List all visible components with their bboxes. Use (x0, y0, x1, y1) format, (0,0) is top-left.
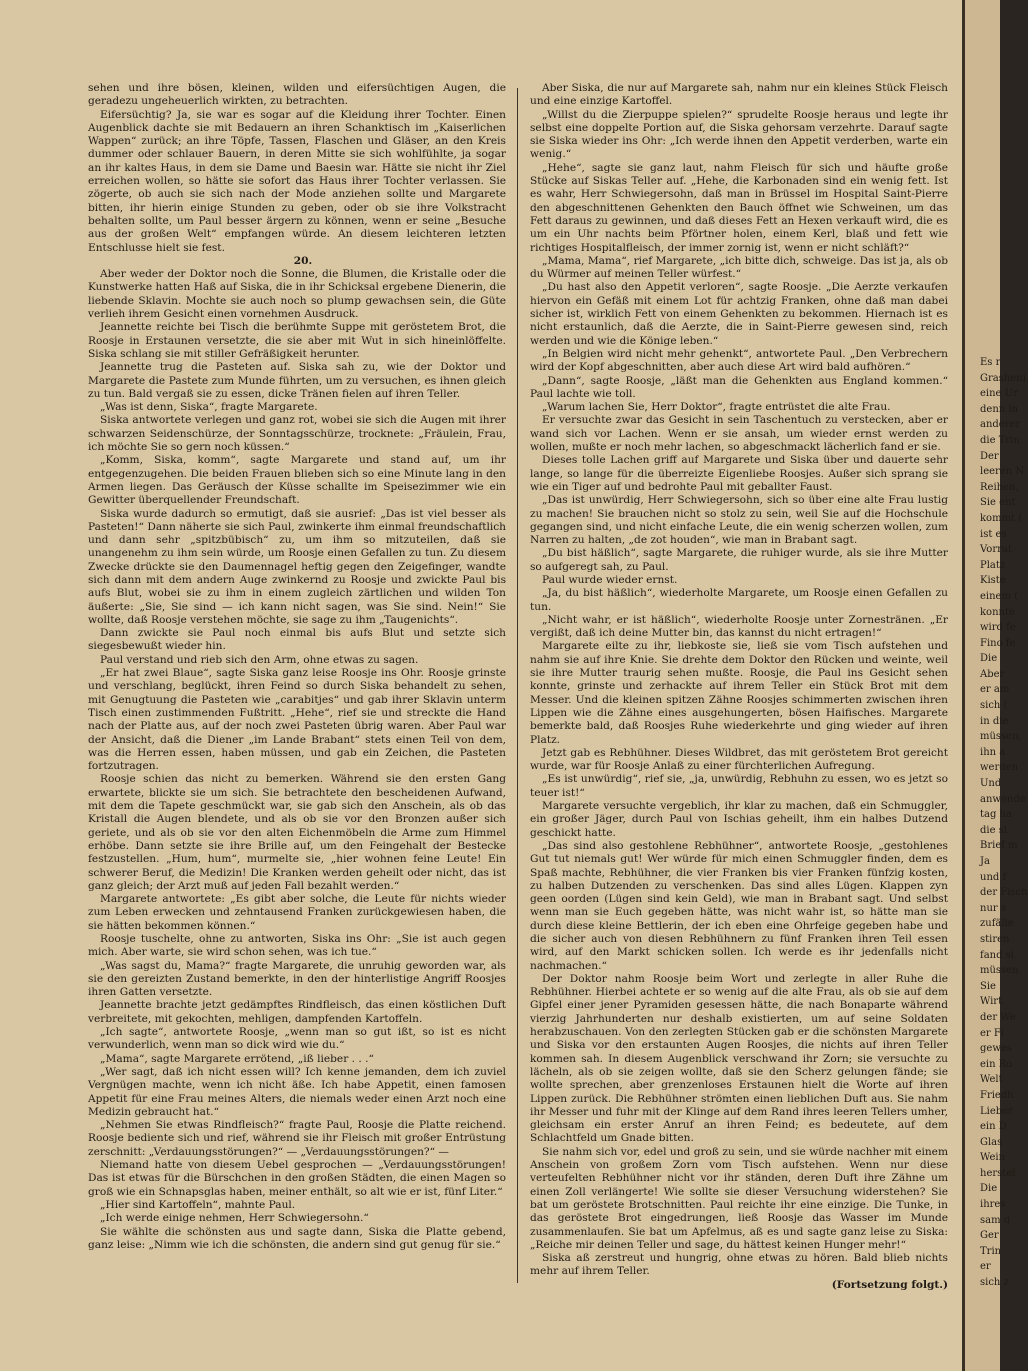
fragment-line: Kiste (980, 575, 1006, 587)
paragraph: „Hehe“, sagte sie ganz laut, nahm Fleisch für sich und häufte große Stücke auf Siskas Teller auf. „Hehe, die Karbonaden sind ein wenig fett. Ist es wahr, Herr Schwiegersohn, daß man in Brüssel im Hospital Saint-Pierre den abgeschnittenen Gehenkten den Bauch öffnet wie Schweinen, um das Fett daraus zu gewinnen, und daß dieses Fett an Hexen verkauft wird, die es um ein Uhr nachts beim Pförtner holen, einem Kerl, blaß und fett wie richtiges Hospitalfleisch, der immer zornig ist, wenn er nicht schläft?“ (530, 161, 948, 254)
fragment-line: Vorrat (980, 544, 1012, 556)
fragment-line: anderer (980, 419, 1021, 431)
left-column (88, 82, 506, 1252)
fragment-line: stiren (980, 933, 1010, 945)
fragment-line: Wein (980, 1152, 1006, 1164)
fragment-line: denn in (980, 403, 1019, 415)
fragment-line: werden (980, 762, 1019, 774)
right-column-text (530, 82, 948, 1279)
fragment-line: herstel (980, 1167, 1016, 1179)
paragraph: Niemand hatte von diesem Uebel gesprochen — „Verdauungsstörungen! Das ist etwas für die Bürschchen in den großen Städten, die einen Magen so groß wie ein Schnapsglas haben, meiner enthält, so alt wie er ist, fünf Liter.“ (88, 1159, 506, 1198)
fragment-line: er am (980, 684, 1010, 696)
fragment-line: Aber (980, 668, 1005, 680)
paragraph: „In Belgien wird nicht mehr gehenkt“, antwortete Paul. „Den Verbrechern wird der Kopf abgeschnitten, aber auch diese Art wird bald aufhören.“ (530, 347, 948, 374)
fragment-line: Wirt (980, 996, 1003, 1008)
right-column (530, 82, 948, 1292)
fragment-line: Welt (980, 1074, 1003, 1086)
paragraph: Sie nahm sich vor, edel und groß zu sein, und sie würde nachher mit einem Anschein von großem Zorn vom Tisch aufstehen. Wenn nur diese verteufelten Rebhühner nicht vor ihr ständen, deren Duft ihre Zähne um einen Zoll verlängerte! Wie sollte sie dieser Versuchung widerstehen? Sie bat um geröstete Brotschnitten. Paul reichte ihr eine einzige. Die Tunke, in das geröstete Brot eingedrungen, ließ Roosje das Wasser im Munde zusammenlaufen. Sie bat um Apfelmus, aß es und sagte ganz leise zu Siska: „Reiche mir deinen Teller und sage, du hättest keinen Hunger mehr!“ (530, 1145, 948, 1251)
paragraph: Siska wurde dadurch so ermutigt, daß sie ausrief: „Das ist viel besser als Pasteten!“ Dann näherte sie sich Paul, zwinkerte ihm einmal freundschaftlich und dann sehr „spitzbübisch“ zu, um ihm so mitzuteilen, daß sie unangenehm zu ihm sein würde, um Roosje einen Gefallen zu tun. Zu diesem Zwecke drückte sie den Daumennagel heftig gegen den Zeigefinger, wandte sich dann mit dem andern Auge zwinkernd zu Roosje und zwickte Paul bis aufs Blut, wobei sie zu ihm in einem zugleich zärtlichen und wilden Ton äußerte: „Sie, Sie sind — ich kann nicht sagen, was Sie sind. Nein!“ Sie wollte, daß Roosje verstehen möchte, sie sage zu ihm „Taugenichts“. (88, 507, 506, 626)
fragment-line: leeren N (980, 466, 1025, 478)
paragraph: Sie wählte die schönsten aus und sagte dann, Siska die Platte gebend, ganz leise: „Nimm wie ich die schönsten, die andern sind gut genug für sie.“ (88, 1225, 506, 1251)
paragraph: „Willst du die Zierpuppe spielen?“ sprudelte Roosje heraus und legte ihr selbst eine doppelte Portion auf, die Siska gehorsam verzehrte. Darauf sagte sie Siska wieder ins Ohr: „Ich werde ihnen den Appetit verderben, warte ein wenig.“ (530, 108, 948, 161)
adjacent-page-fragment (980, 355, 1028, 1291)
fragment-line: in die (980, 715, 1009, 727)
fragment-line: Friedh (980, 1089, 1014, 1101)
fragment-line: Glas (980, 1136, 1003, 1148)
paragraph: „Dann“, sagte Roosje, „läßt man die Gehenkten aus England kommen.“ Paul lachte wie toll. (530, 374, 948, 400)
fragment-line: Brief m (980, 840, 1018, 852)
fragment-line: Reihen, (980, 481, 1019, 493)
fragment-line: Die (980, 1183, 998, 1195)
fragment-line: einem ( (980, 590, 1019, 602)
fragment-line: Platz (980, 559, 1006, 571)
paragraph: Jeannette brachte jetzt gedämpftes Rindfleisch, das einen köstlichen Duft verbreitete, mit gekochten, mehligen, dampfenden Kartoffeln. (88, 999, 506, 1025)
paragraph: Margarete eilte zu ihr, liebkoste sie, ließ sie vom Tisch aufstehen und nahm sie auf ihre Knie. Sie drehte dem Doktor den Rücken und weinte, weil sie ihre Mutter traurig sehen mußte. Roosje, die Paul ins Gesicht sehen konnte, grinste und zerhackte auf ihrem Teller ein Stück Brot mit dem Messer. Und die kleinen spitzen Zähne Roosjes schimmerten zwischen ihren Lippen wie die Zähne eines ausgehungerten, bösen Haifisches. Margarete bemerkte bald, daß Roosjes Ruhe wiederkehrte und ging wieder auf ihren Platz. (530, 640, 948, 746)
paragraph: „Nicht wahr, er ist häßlich“, wiederholte Roosje unter Zornestränen. „Er vergißt, daß ich deine Mutter bin, das kannst du nicht ertragen!“ (530, 613, 948, 640)
paragraph: „Es ist unwürdig“, rief sie, „ja, unwürdig, Rebhuhn zu essen, wo es jetzt so teuer ist!“ (530, 773, 948, 799)
fragment-line: Grasheni (980, 372, 1026, 384)
paragraph: „Du bist häßlich“, sagte Margarete, die ruhiger wurde, als sie ihre Mutter so aufgeregt sah, zu Paul. (530, 547, 948, 573)
fragment-line: eine Ur (980, 388, 1018, 400)
fragment-line: gewes (980, 1043, 1012, 1055)
fragment-line: ihres (980, 1199, 1006, 1211)
paragraph: Jetzt gab es Rebhühner. Dieses Wildbret, das mit geröstetem Brot gereicht wurde, war für Roosje Anlaß zu einer fürchterlichen Aufregung. (530, 746, 948, 773)
fragment-line: anwende (980, 793, 1026, 805)
fragment-line: und f (980, 871, 1007, 883)
fragment-line: der We (980, 1011, 1016, 1023)
fragment-line: müssen (980, 965, 1019, 977)
paragraph: „Das sind also gestohlene Rebhühner“, antwortete Roosje, „gestohlenes Gut tut niemals gut! Wer würde für mich einen Schmuggler finden, dem es Spaß machte, Rebhühner, die vier Franken bis vier Franken fünfzig kosten, zu halben Dutzenden zu verschenken. Das sind alles Lügen. Klappen zyn geen oorden (Lügen sind kein Geld), wie man in Brabant sagt. Und selbst wenn man sie Euch gegeben hätte, was nicht wahr ist, so hätte man sie durch diese kleine Bettlerin, der ich eben eine Ohrfeige gegeben habe und die sicher auch von diesen Rebhühnern zu fünf Franken ihren Teil essen wird, auf den Markt schicken sollen. Ich werde es ihr jedenfalls nicht nachmachen.“ (530, 839, 948, 972)
paragraph: „Nehmen Sie etwas Rindfleisch?“ fragte Paul, Roosje die Platte reichend. Roosje bediente sich und rief, während sie ihr Fleisch mit großer Entrüstung zerschnitt: „Verdauungsstörungen?“ — „Verdauungsstörungen?“ — (88, 1119, 506, 1158)
paragraph: Der Doktor nahm Roosje beim Wort und zerlegte in aller Ruhe die Rebhühner. Hierbei achtete er so wenig auf die alte Frau, als ob sie auf dem Gipfel einer jener Pyramiden gesessen hätte, die nach Bonaparte während vierzig Jahrhunderten nur deshalb existierten, um auf seine Soldaten herabzuschauen. Von den zerlegten Stücken gab er die schönsten Margarete und Siska vor den erstaunten Augen Roosjes, die nichts auf ihren Teller kommen sah. In diesem Augenblick verschwand ihr Zorn; sie versuchte zu lächeln, als ob sie zeigen wollte, daß sie den Scherz gelungen fände; sie wollte sprechen, aber grenzenloses Erstaunen hielt die Worte auf ihren Lippen zurück. Die Rebhühner strömten einen lieblichen Duft aus. Sie nahm ihr Messer und fuhr mit der Klinge auf dem Rand ihres leeren Tellers umher, gleichsam ein erster Anruf an ihren Feind; es bedeutete, auf dem Schlachtfeld um Gnade bitten. (530, 972, 948, 1145)
fragment-line: ein D (980, 1121, 1007, 1133)
paragraph: Siska antwortete verlegen und ganz rot, wobei sie sich die Augen mit ihrer schwarzen Seidenschürze, der Sonntagsschürze, trocknete: „Fräulein, Frau, ich möchte Sie so gern noch küssen.“ (88, 414, 506, 454)
fragment-line: ihn a (980, 746, 1006, 758)
paragraph: „Ich werde einige nehmen, Herr Schwiegersohn.“ (100, 1212, 369, 1225)
fragment-line: fand si (980, 949, 1015, 961)
fragment-line: die si (980, 824, 1008, 836)
paragraph: sehen und ihre bösen, kleinen, wilden und eifersüchtigen Augen, die geradezu ungeheuerlich wirkten, zu betrachten. (88, 82, 506, 108)
fragment-line: Ger (980, 1230, 999, 1242)
section-number: 20. (293, 254, 313, 267)
paragraph: „Du hast also den Appetit verloren“, sagte Roosje. „Die Aerzte verkaufen hiervon ein Gefäß mit einem Lot für achtzig Franken, ohne daß man dabei sicher ist, wirklich Fett von einem Gehenkten zu bekommen. Hiernach ist es nicht erstaunlich, daß die Aerzte, die in Saint-Pierre gewesen sind, reich werden und wie die Könige leben.“ (530, 281, 948, 347)
fragment-line: er (980, 1261, 991, 1273)
paragraph: Er versuchte zwar das Gesicht in sein Taschentuch zu verstecken, aber er wand sich vor Lachen. Wenn er sie ansah, um wieder ernst werden zu wollen, mußte er noch mehr lachen, so abgeschmackt lächerlich fand er sie. (530, 414, 948, 454)
fragment-line: Die (980, 653, 998, 665)
paragraph: „Ja, du bist häßlich“, wiederholte Margarete, um Roosje einen Gefallen zu tun. (530, 587, 948, 613)
paragraph: „Komm, Siska, komm“, sagte Margarete und stand auf, um ihr entgegenzugehen. Die beiden Frauen blieben sich so eine Minute lang in den Armen liegen. Das Geräusch der Küsse schallte im Speisezimmer wie ein Gewitter überquellender Freundschaft. (88, 454, 506, 507)
paragraph: „Was ist denn, Siska“, fragte Margarete. (100, 401, 318, 414)
fragment-line: Der (980, 450, 999, 462)
fragment-line: die Trin (980, 434, 1020, 446)
paragraph: Eifersüchtig? Ja, sie war es sogar auf die Kleidung ihrer Tochter. Einen Augenblick dachte sie mit Bedauern an ihren Schanktisch im „Kaiserlichen Wappen“ zurück; an ihre Töpfe, Tassen, Flaschen und Gläser, an den Kreis dummer oder schlauer Bauern, in deren Mitte sie sich wohlfühlte, ja sogar an ihr kaltes Haus, in dem sie Dame und Baesin war. Hätte sie nicht ihr Ziel erreichen wollen, so hätte sie sofort das Haus ihrer Tochter verlassen. Sie zögerte, ob auch sie sich nach der Mode anziehen sollte und Margarete bitten, ihr hierin einige Stunden zu geben, oder ob sie ihre Volkstracht behalten sollte, um Paul besser ärgern zu können, wenn er seine „Besuche aus der großen Welt“ empfangen würde. An diesem leichteren letzten Entschlusse hielt sie fest. (88, 108, 506, 254)
paragraph: „Mama“, sagte Margarete errötend, „iß lieber . . .“ (100, 1052, 374, 1065)
paragraph: „Ich sagte“, antwortete Roosje, „wenn man so gut ißt, so ist es nicht verwunderlich, wenn man so dick wird wie du.“ (88, 1026, 506, 1052)
fragment-line: konnte (980, 606, 1015, 618)
paragraph: „Er hat zwei Blaue“, sagte Siska ganz leise Roosje ins Ohr. Roosje grinste und verschlang, beglückt, ihren Feind so durch Siska behandelt zu sehen, mit Genugtuung die Pasteten wie „carabitjes“ und gab ihrer Sklavin unterm Tisch einen zustimmenden Fußtritt. „Hehe“, rief sie und streckte die Hand nach der Platte aus, auf der noch zwei Pasteten übrig waren. Aber Paul war der Ansicht, daß die Diener „im Lande Brabant“ stets einen Teil von dem, was die Herren essen, haben müssen, und gab ein Zeichen, die Pasteten fortzutragen. (88, 667, 506, 773)
fragment-line: Sie (980, 980, 996, 992)
fragment-line: Ja (980, 856, 990, 867)
paragraph: Aber weder der Doktor noch die Sonne, die Blumen, die Kristalle oder die Kunstwerke hatten Haß auf Siska, die in ihr Schicksal ergebene Dienerin, die liebende Sklavin. Mochte sie auch noch so plump gewachsen sein, die Güte verlieh ihrem Gesicht einen vornehmen Ausdruck. (88, 268, 506, 321)
fragment-line: er Fi (980, 1027, 1005, 1039)
paragraph: „Das ist unwürdig, Herr Schwiegersohn, sich so über eine alte Frau lustig zu machen! Sie brauchen nicht so stolz zu sein, weil Sie auf die Hochschule gegangen sind, und nicht einfache Leute, die ein wenig scherzen wollen, zum Narren zu halten, „de zot houden“, wie man in Brabant sagt. (530, 494, 948, 547)
fragment-line: müssen, (980, 731, 1022, 743)
paragraph: Dann zwickte sie Paul noch einmal bis aufs Blut und setzte sich siegesbewußt wieder hin. (88, 627, 506, 653)
fragment-line: kommt ( (980, 512, 1023, 524)
paragraph: Jeannette reichte bei Tisch die berühmte Suppe mit geröstetem Brot, die Roosje in Erstaunen versetzte, die sie aber mit Wut in sich hineinlöffelte. Siska schlang sie mit stiller Gefräßigkeit herunter. (88, 321, 506, 360)
fragment-line: der Fisch (980, 887, 1028, 899)
paragraph: „Was sagst du, Mama?“ fragte Margarete, die unruhig geworden war, als sie den gereizten Zustand bemerkte, in den der hinterlistige Angriff Roosjes ihren Gatten versetzte. (88, 959, 506, 999)
left-column-text-after (88, 268, 506, 1252)
fragment-line: ein Ro (980, 1058, 1013, 1070)
paragraph: Margarete versuchte vergeblich, ihr klar zu machen, daß ein Schmuggler, ein großer Jäger, durch Paul von Ischias geheilt, ihm ein halbes Dutzend geschickt hatte. (530, 800, 948, 839)
fragment-line: Und (980, 778, 1002, 790)
fragment-line: Sie ent (980, 497, 1016, 509)
fragment-line: Trin (980, 1245, 1002, 1257)
fragment-line: sam d (980, 1214, 1011, 1226)
paragraph: Roosje tuschelte, ohne zu antworten, Siska ins Ohr: „Sie ist auch gegen mich. Aber warte, sie wird schon sehen, was ich tue.“ (88, 933, 506, 959)
fragment-line: ist es (980, 528, 1007, 540)
fragment-line: sich ( (980, 700, 1008, 712)
paragraph: „Warum lachen Sie, Herr Doktor“, fragte entrüstet die alte Frau. (542, 401, 891, 414)
paragraph: „Hier sind Kartoffeln“, mahnte Paul. (100, 1198, 296, 1211)
fragment-line: sich z (980, 1277, 1009, 1289)
left-column-text-before (88, 82, 506, 255)
fragment-line: nur s (980, 902, 1006, 914)
paragraph: Margarete antwortete: „Es gibt aber solche, die Leute für nichts wieder zum Leben erwecken und zehntausend Franken zurückgewiesen haben, die sie hätten bekommen können.“ (88, 893, 506, 932)
continued-note: (Fortsetzung folgt.) (831, 1278, 948, 1291)
fragment-line: tag ha (980, 809, 1012, 821)
fragment-line: Lieber (980, 1105, 1013, 1117)
fragment-line: zufälle (980, 918, 1014, 930)
paragraph: „Mama, Mama“, rief Margarete, „ich bitte dich, schweige. Das ist ja, als ob du Würmer auf meinen Teller würfest.“ (530, 254, 948, 281)
paragraph: Roosje schien das nicht zu bemerken. Während sie den ersten Gang erwartete, blickte sie um sich. Sie betrachtete den bescheidenen Aufwand, mit dem die Tapete geschmückt war, sie gab sich den Anschein, als ob das Kristall die Augen blendete, und als ob sie vor den Bronzen außer sich geriete, und als ob sie vor den alten Eichenmöbeln die Arme zum Himmel erhöbe. Dann setzte sie ihre Brille auf, um den Feingehalt der Bestecke festzustellen. „Hum, hum“, murmelte sie, „hier wohnen feine Leute! Ein schwerer Beruf, die Medizin! Die Kranken werden geheilt oder nicht, das ist ganz gleich; der Arzt muß auf jeden Fall bezahlt werden.“ (88, 773, 506, 892)
paragraph: Jeannette trug die Pasteten auf. Siska sah zu, wie der Doktor und Margarete die Pastete zum Munde führten, um zu versuchen, es ihnen gleich zu tun. Bald vergaß sie zu essen, dicke Tränen fielen auf ihren Teller. (88, 361, 506, 400)
paragraph: Aber Siska, die nur auf Margarete sah, nahm nur ein kleines Stück Fleisch und eine einzige Kartoffel. (530, 82, 948, 108)
fragment-line: wird fe (980, 622, 1016, 634)
column-divider (517, 88, 518, 1283)
paragraph: „Wer sagt, daß ich nicht essen will? Ich kenne jemanden, dem ich zuviel Vergnügen machte, wenn ich nicht äße. Ich habe Appetit, einen famosen Appetit für eine Frau meines Alters, die niemals weder einen Arzt noch eine Medizin gebraucht hat.“ (88, 1065, 506, 1118)
fragment-line: Es r (980, 357, 1001, 368)
paragraph: Paul wurde wieder ernst. (542, 573, 678, 586)
paragraph: Paul verstand und rieb sich den Arm, ohne etwas zu sagen. (100, 653, 419, 666)
paragraph: Dieses tolle Lachen griff auf Margarete und Siska über und dauerte sehr lange, so lange für die überreizte Eigenliebe Roosjes. Außer sich sprang sie wie ein Tiger auf und bedrohte Paul mit geballter Faust. (530, 454, 948, 493)
paragraph: Siska aß zerstreut und hungrig, ohne etwas zu hören. Bald blieb nichts mehr auf ihrem Teller. (530, 1252, 948, 1278)
fragment-line: Fino fe (980, 637, 1016, 649)
